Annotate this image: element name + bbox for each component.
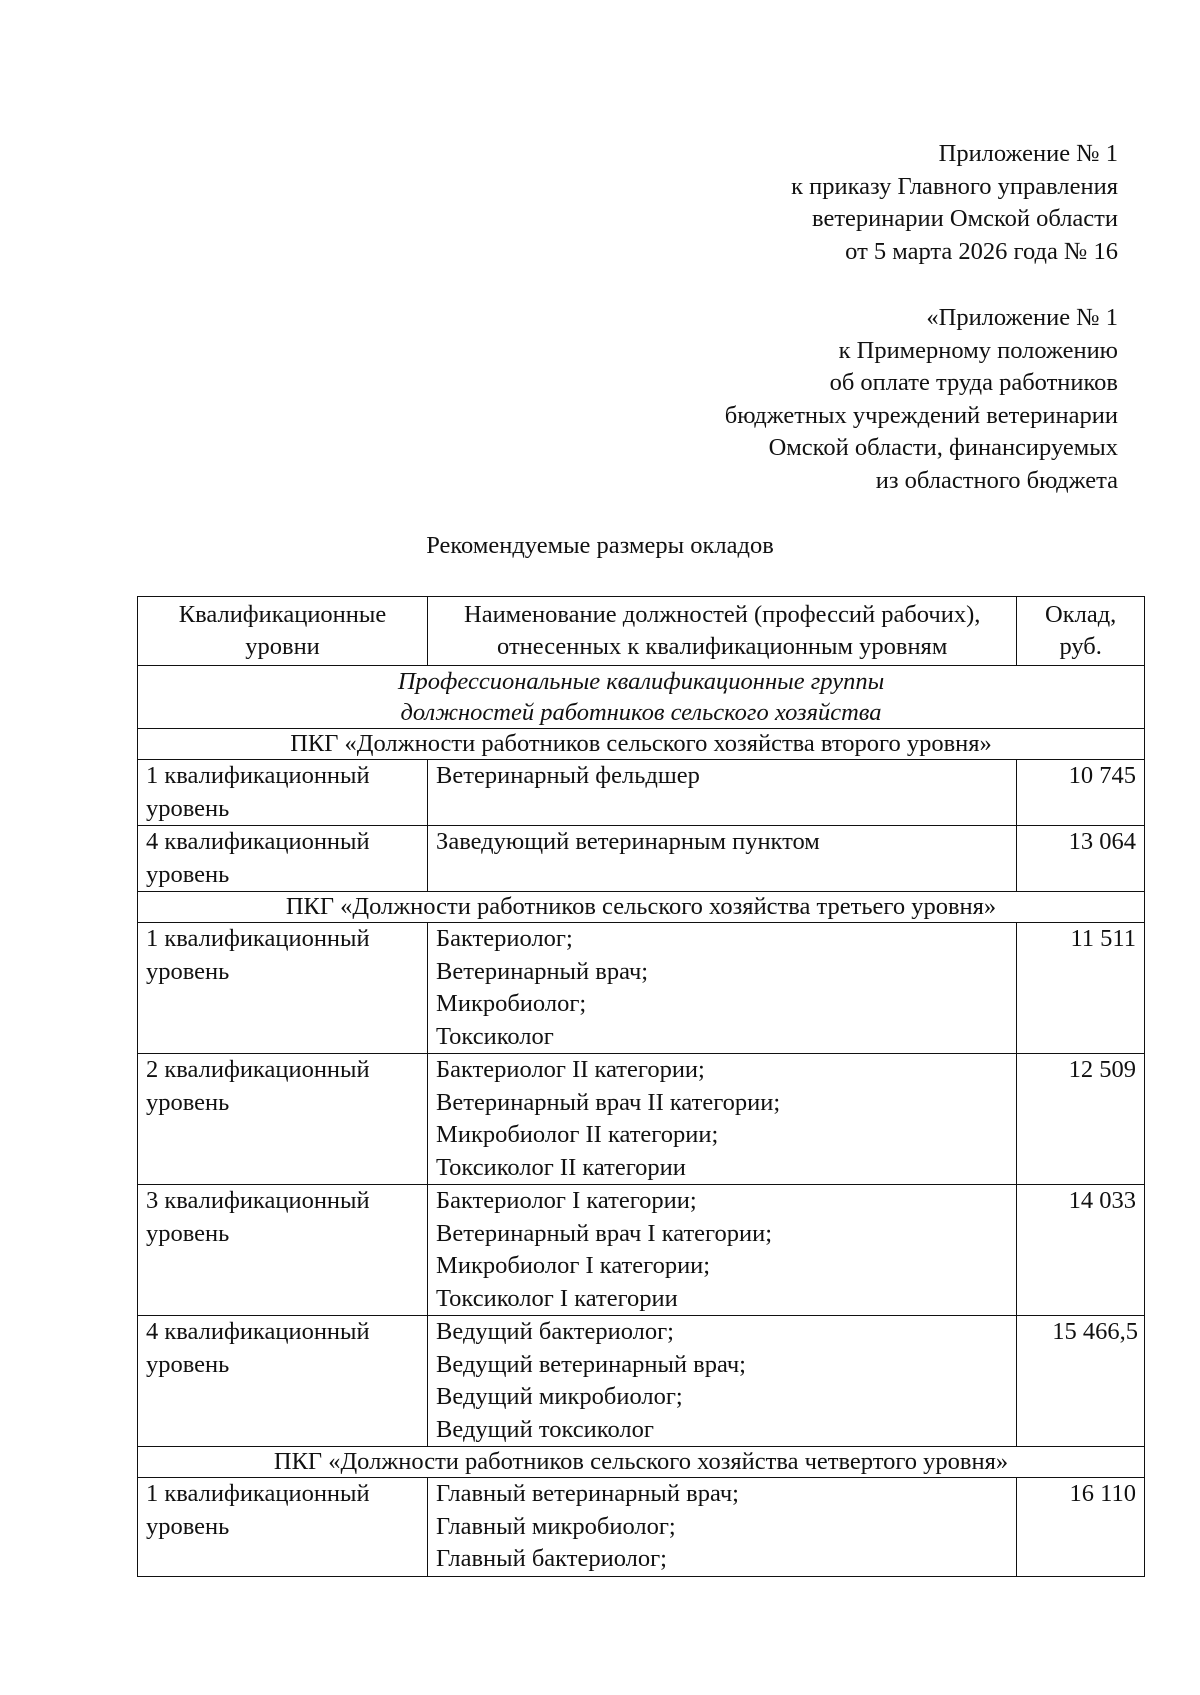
group-title-line: должностей работников сельского хозяйства	[400, 699, 882, 726]
header-salary: Оклад, руб.	[1017, 597, 1145, 666]
salary-cell: 11 511	[1017, 923, 1145, 1054]
positions-cell	[428, 923, 1017, 1054]
regulation-appendix-line: об оплате труда работников	[829, 369, 1118, 397]
level-cell: 4 квалификационный уровень	[138, 1316, 428, 1447]
position-item: Ветеринарный фельдшер	[436, 762, 700, 789]
table-row	[138, 760, 1145, 826]
position-item: Бактериолог I категории;	[436, 1187, 697, 1214]
header-positions: Наименование должностей (профессий рабочих), отнесенных к квалификационным уровням	[428, 597, 1017, 666]
level-cell: 1 квалификационный уровень	[138, 760, 428, 826]
order-appendix-line: к приказу Главного управления	[791, 172, 1118, 200]
position-item: Ведущий токсиколог	[436, 1415, 654, 1443]
position-item: Главный ветеринарный врач;	[436, 1480, 739, 1507]
position-item: Бактериолог;	[436, 925, 573, 952]
positions-cell	[428, 1316, 1017, 1447]
pkg-title: ПКГ «Должности работников сельского хозяйства четвертого уровня»	[138, 1447, 1145, 1478]
pkg-title-row	[138, 729, 1145, 760]
position-item: Токсиколог	[436, 1022, 554, 1050]
position-item: Ветеринарный врач II категории;	[436, 1088, 781, 1116]
regulation-appendix-line: к Примерному положению	[838, 336, 1118, 364]
salary-cell: 16 110	[1017, 1478, 1145, 1577]
position-item: Главный микробиолог;	[436, 1512, 676, 1540]
regulation-appendix-block	[725, 302, 1118, 498]
salary-cell: 13 064	[1017, 826, 1145, 892]
salary-cell: 12 509	[1017, 1054, 1145, 1185]
level-cell: 2 квалификационный уровень	[138, 1054, 428, 1185]
table-row	[138, 923, 1145, 1054]
order-appendix-line: ветеринарии Омской области	[812, 205, 1118, 233]
pkg-title: ПКГ «Должности работников сельского хозяйства третьего уровня»	[138, 892, 1145, 923]
salary-table	[137, 596, 1145, 1577]
position-item: Токсиколог I категории	[436, 1284, 678, 1312]
order-appendix-block	[791, 138, 1118, 268]
level-cell: 1 квалификационный уровень	[138, 923, 428, 1054]
table-row	[138, 1478, 1145, 1577]
position-item: Ведущий бактериолог;	[436, 1318, 674, 1345]
position-item: Ведущий микробиолог;	[436, 1383, 683, 1410]
positions-cell	[428, 826, 1017, 892]
salary-cell: 10 745	[1017, 760, 1145, 826]
regulation-appendix-line: бюджетных учреждений ветеринарии	[724, 401, 1118, 429]
position-item: Ветеринарный врач I категории;	[436, 1219, 773, 1247]
group-title-line: Профессиональные квалификационные группы	[397, 668, 885, 695]
order-appendix-line: от 5 марта 2026 года № 16	[845, 237, 1118, 265]
position-item: Микробиолог I категории;	[436, 1252, 711, 1279]
table-row	[138, 1316, 1145, 1447]
pkg-title-row	[138, 1447, 1145, 1478]
group-title-row	[138, 666, 1145, 729]
table-row	[138, 826, 1145, 892]
header-level: Квалификационные уровни	[138, 597, 428, 666]
positions-cell	[428, 760, 1017, 826]
regulation-appendix-line: «Приложение № 1	[926, 304, 1118, 331]
level-cell: 4 квалификационный уровень	[138, 826, 428, 892]
position-item: Микробиолог II категории;	[436, 1121, 719, 1148]
salary-cell: 15 466,5	[1017, 1316, 1145, 1447]
position-item: Ветеринарный врач;	[436, 957, 649, 985]
order-appendix-line: Приложение № 1	[938, 140, 1118, 167]
position-item: Бактериолог II категории;	[436, 1056, 705, 1083]
position-item: Микробиолог;	[436, 990, 587, 1017]
regulation-appendix-line: из областного бюджета	[875, 466, 1118, 494]
table-row	[138, 1185, 1145, 1316]
level-cell: 3 квалификационный уровень	[138, 1185, 428, 1316]
pkg-title: ПКГ «Должности работников сельского хозяйства второго уровня»	[138, 729, 1145, 760]
salary-cell: 14 033	[1017, 1185, 1145, 1316]
positions-cell	[428, 1054, 1017, 1185]
positions-cell	[428, 1185, 1017, 1316]
table-row	[138, 1054, 1145, 1185]
positions-cell	[428, 1478, 1017, 1577]
level-cell: 1 квалификационный уровень	[138, 1478, 428, 1577]
position-item: Главный бактериолог;	[436, 1545, 667, 1572]
pkg-title-row	[138, 892, 1145, 923]
table-header-row	[138, 597, 1145, 666]
position-item: Ведущий ветеринарный врач;	[436, 1350, 746, 1378]
document-title: Рекомендуемые размеры окладов	[426, 532, 774, 559]
position-item: Токсиколог II категории	[436, 1153, 686, 1181]
regulation-appendix-line: Омской области, финансируемых	[768, 434, 1118, 462]
position-item: Заведующий ветеринарным пунктом	[436, 828, 820, 855]
group-title	[138, 666, 1145, 729]
